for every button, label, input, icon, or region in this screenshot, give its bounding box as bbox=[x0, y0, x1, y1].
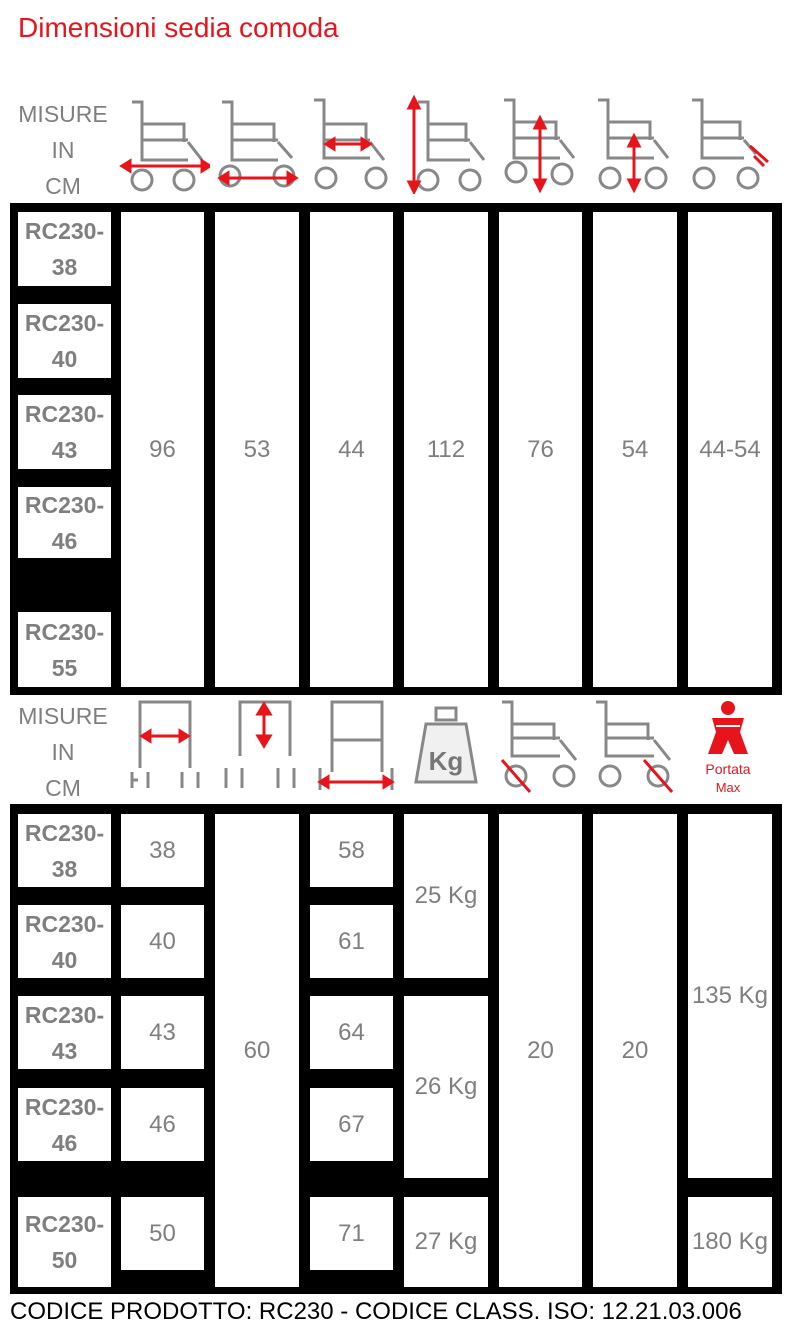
seat-height-icon bbox=[494, 94, 586, 194]
total-width-value: 71 bbox=[310, 1197, 393, 1270]
max-text: Max bbox=[715, 780, 741, 795]
total-width-value: 58 bbox=[310, 814, 393, 887]
table-2-label-row: RC230-43 bbox=[18, 996, 111, 1069]
seat-width-icon bbox=[118, 696, 210, 796]
total-width-value: 67 bbox=[310, 1088, 393, 1161]
table-1-label-row: RC230-46 bbox=[18, 487, 111, 558]
table-1-label-row: RC230-43 bbox=[18, 395, 111, 469]
seat-depth-value: 44 bbox=[310, 212, 393, 687]
seat-width-value: 40 bbox=[121, 905, 204, 978]
total-length-value: 96 bbox=[121, 212, 204, 687]
max-load-value: 135 Kg bbox=[688, 814, 772, 1178]
armrest-height-icon bbox=[588, 94, 680, 194]
max-load-value: 180 Kg bbox=[688, 1197, 772, 1287]
product-code-footer: CODICE PRODOTTO: RC230 - CODICE CLASS. ISO: 12.21.03.006 bbox=[10, 1298, 742, 1325]
seat-width-value: 43 bbox=[121, 996, 204, 1069]
backrest-height-value: 60 bbox=[215, 814, 299, 1287]
total-height-icon bbox=[400, 94, 492, 194]
wheelbase-value: 53 bbox=[215, 212, 299, 687]
misure-label: MISURE IN CM bbox=[18, 703, 108, 801]
page-title: Dimensioni sedia comoda bbox=[18, 12, 339, 43]
seat-height-value: 76 bbox=[499, 212, 582, 687]
weight-value: 26 Kg bbox=[404, 996, 488, 1178]
seat-depth-icon bbox=[306, 94, 398, 194]
table-1-label-row: RC230-55 bbox=[18, 612, 111, 687]
table-2-label-row: RC230-38 bbox=[18, 814, 111, 887]
misure-label: MISURE IN CM bbox=[18, 101, 108, 199]
footrest-adjustment-icon bbox=[682, 94, 774, 194]
seat-width-value: 38 bbox=[121, 814, 204, 887]
armrest-height-value: 54 bbox=[593, 212, 677, 687]
total-width-value: 64 bbox=[310, 996, 393, 1069]
front-wheel-value: 20 bbox=[499, 814, 582, 1287]
seat-width-value: 50 bbox=[121, 1197, 204, 1270]
total-width-icon bbox=[306, 696, 398, 796]
rear-wheel-icon bbox=[588, 696, 680, 796]
table-2-label-row: RC230-50 bbox=[18, 1197, 111, 1287]
total-height-value: 112 bbox=[404, 212, 488, 687]
max-load-icon bbox=[682, 696, 774, 796]
rear-wheel-value: 20 bbox=[593, 814, 677, 1287]
wheelbase-icon bbox=[212, 94, 304, 194]
footrest-adjustment-value: 44-54 bbox=[688, 212, 772, 687]
weight-kg-icon bbox=[400, 696, 492, 796]
table-1-label-row: RC230-40 bbox=[18, 304, 111, 378]
table-2-label-row: RC230-46 bbox=[18, 1088, 111, 1161]
kg-icon-text: Kg bbox=[428, 746, 464, 776]
backrest-height-icon bbox=[212, 696, 304, 796]
total-width-value: 61 bbox=[310, 905, 393, 978]
table-1-label-row: RC230-38 bbox=[18, 212, 111, 286]
front-wheel-icon bbox=[494, 696, 586, 796]
total-length-icon bbox=[118, 94, 210, 194]
portata-text: Portata bbox=[705, 761, 751, 777]
weight-value: 27 Kg bbox=[404, 1197, 488, 1287]
seat-width-value: 46 bbox=[121, 1088, 204, 1161]
table-2-label-row: RC230-40 bbox=[18, 905, 111, 978]
weight-value: 25 Kg bbox=[404, 814, 488, 978]
